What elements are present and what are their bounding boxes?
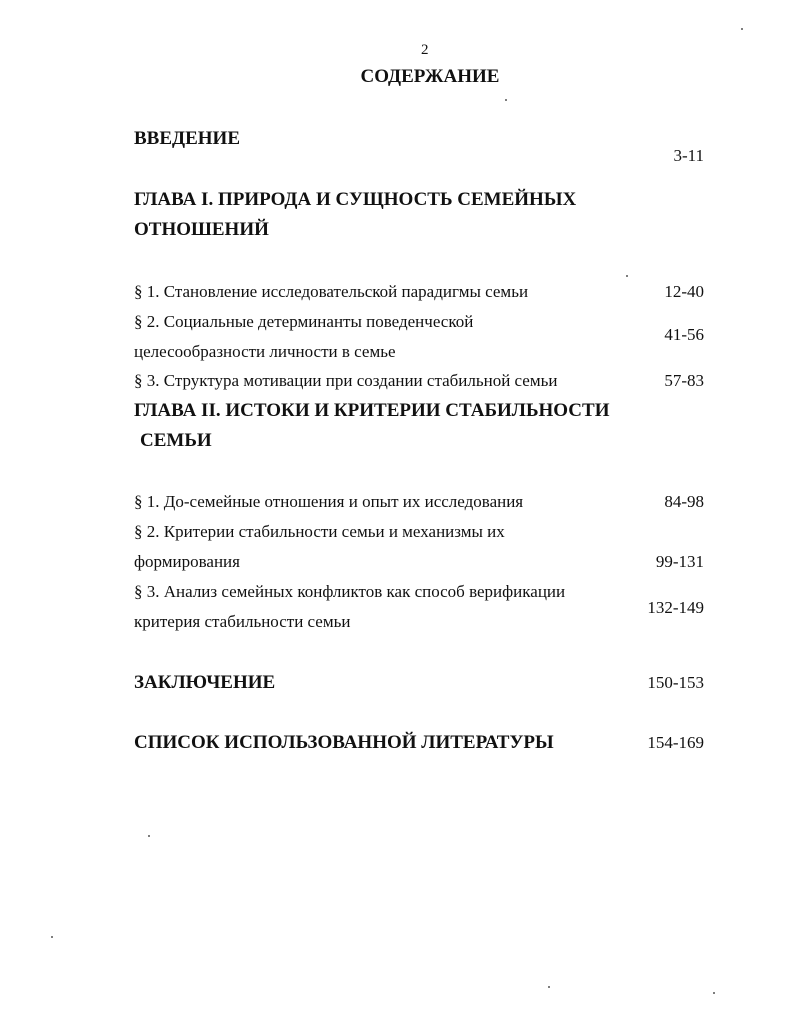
page-number: 2 <box>421 42 429 58</box>
chapter-1-section-2-pages: 41-56 <box>664 325 704 344</box>
toc-introduction-label: ВВЕДЕНИЕ <box>134 128 240 149</box>
chapter-1-section-3-pages: 57-83 <box>664 371 704 390</box>
toc-bibliography-pages: 154-169 <box>647 733 704 752</box>
chapter-2-section-3-line1: § 3. Анализ семейных конфликтов как способ верификации <box>134 582 566 601</box>
chapter-2-section-2-line2: формирования <box>134 552 240 571</box>
scan-speck <box>741 28 743 30</box>
chapter-2-section-3-pages: 132-149 <box>647 598 704 617</box>
chapter-2-section-2-pages: 99-131 <box>655 552 704 571</box>
chapter-1-heading-line1: ГЛАВА I. ПРИРОДА И СУЩНОСТЬ СЕМЕЙНЫХ <box>134 189 577 210</box>
chapter-2-heading-line2: СЕМЬИ <box>140 430 212 451</box>
chapter-2-section-2-line1: § 2. Критерии стабильности семьи и механизмы их <box>134 522 505 541</box>
page-title: СОДЕРЖАНИЕ <box>360 66 500 87</box>
chapter-1-section-2-line2: целесообразности личности в семье <box>134 342 396 361</box>
chapter-1-section-3: § 3. Структура мотивации при создании стабильной семьи <box>134 371 558 390</box>
toc-conclusion-pages: 150-153 <box>647 673 704 692</box>
chapter-1-heading-line2: ОТНОШЕНИЙ <box>134 219 269 240</box>
scan-speck <box>548 986 550 988</box>
chapter-1-section-1: § 1. Становление исследовательской парадигмы семьи <box>134 282 529 301</box>
chapter-1-section-2-line1: § 2. Социальные детерминанты поведенческой <box>134 312 474 331</box>
chapter-1-section-1-pages: 12-40 <box>664 282 704 301</box>
toc-bibliography-label: СПИСОК ИСПОЛЬЗОВАННОЙ ЛИТЕРАТУРЫ <box>134 732 554 753</box>
scan-speck <box>713 992 715 994</box>
scan-speck <box>505 99 507 101</box>
scan-speck <box>148 835 150 837</box>
chapter-2-section-1: § 1. До-семейные отношения и опыт их исследования <box>134 492 524 511</box>
chapter-2-section-1-pages: 84-98 <box>664 492 704 511</box>
scan-speck <box>626 275 628 277</box>
chapter-2-heading-line1: ГЛАВА II. ИСТОКИ И КРИТЕРИИ СТАБИЛЬНОСТИ <box>134 400 610 421</box>
toc-introduction-pages: 3-11 <box>673 146 704 165</box>
scan-speck <box>51 936 53 938</box>
toc-conclusion-label: ЗАКЛЮЧЕНИЕ <box>134 672 276 693</box>
chapter-2-section-3-line2: критерия стабильности семьи <box>134 612 351 631</box>
